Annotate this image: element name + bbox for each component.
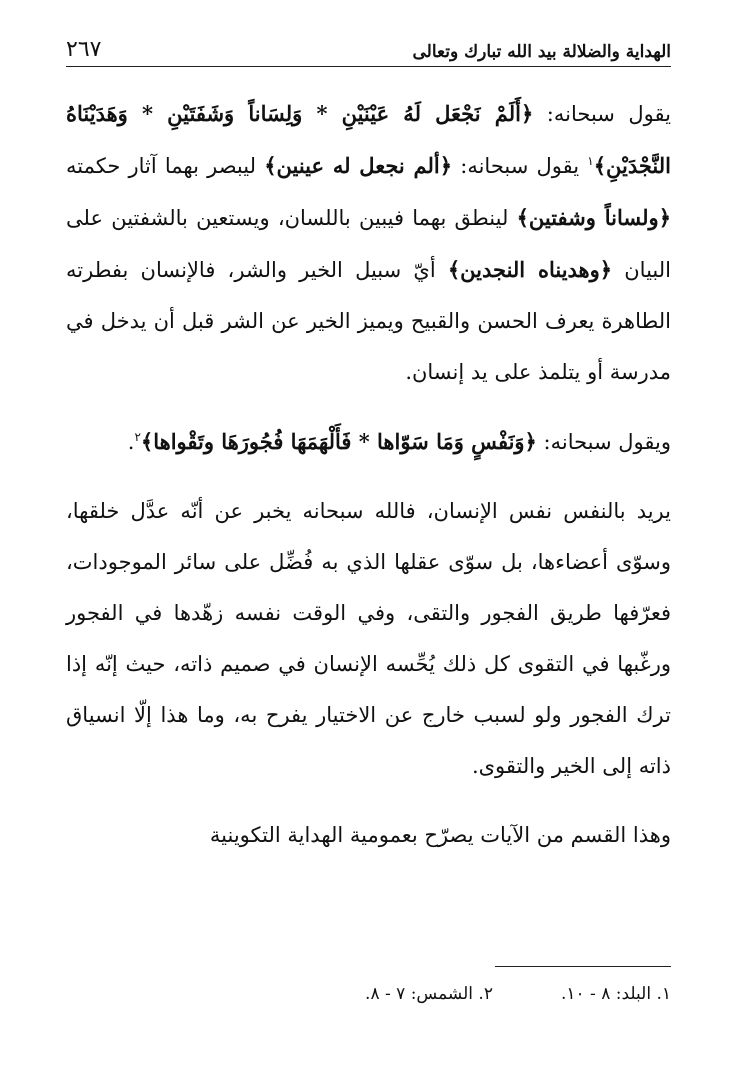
- paragraph-text: أيّ سبيل الخير والشر، فالإنسان بفطرته الطاهرة يعرف الحسن والقبيح ويميز الخير عن الشر قبل أن يدخل في مدرسة أو يتلمذ على يد إنسان.: [66, 258, 671, 384]
- paragraph-text: لينطق بهما فيبين باللسان، ويستعين بالشفتين على البيان: [66, 206, 671, 282]
- footnote-reference: ١: [587, 154, 594, 168]
- paragraph-text: .: [127, 430, 135, 454]
- paragraph-text: ويقول سبحانه:: [536, 430, 671, 454]
- page-header: [66, 22, 671, 67]
- footnote-divider: [495, 966, 671, 967]
- page-body: [66, 88, 671, 861]
- quran-quote: ﴿ولساناً وشفتين﴾: [516, 205, 672, 230]
- footnote-1: ١. البلد: ٨ - ١٠.: [560, 984, 671, 1004]
- paragraph-text: ليبصر بهما آثار حكمته: [66, 154, 265, 178]
- paragraph-3: يريد بالنفس نفس الإنسان، فالله سبحانه يخبر عن أنّه عدَّل خلقها، وسوّى أعضاءها، بل سوّى عقلها الذي به فُضِّل على سائر الموجودات، فعرّفها طريق الفجور والتقى، وفي الوقت نفسه زهّدها في الفجور ورغّبها في التقوى كل ذلك يُحِّسه الإنسان في صميم ذاته، حيث إنّه إذا ترك الفجور ولو لسبب خارج عن الاختيار يفرح به، وما هذا إلّا انسياق ذاته إلى الخير والتقوى.: [66, 499, 671, 778]
- running-title: الهداية والضلالة بيد الله تبارك وتعالى: [412, 42, 671, 62]
- paragraph-text: يقول سبحانه:: [533, 102, 671, 126]
- quran-quote: ﴿وهديناه النجدين﴾: [447, 257, 613, 282]
- paragraph-4: وهذا القسم من الآيات يصرّح بعمومية الهداية التكوينية: [209, 823, 671, 847]
- footnote-2: ٢. الشمس: ٧ - ٨.: [365, 984, 493, 1004]
- quran-quote: ﴿وَنَفْسٍ وَمَا سَوّاها * فَأَلْهَمَهَا فُجُورَهَا وتَقْواها﴾: [140, 429, 537, 454]
- footnote-reference: ٢: [134, 430, 141, 444]
- paragraph-2: [66, 416, 671, 468]
- paragraph-text: يقول سبحانه:: [452, 154, 588, 178]
- quran-quote: ﴿أَلَمْ نَجْعَل لَهُ عَيْنَيْنِ * وَلِسَاناً وَشَفَتَيْنِ * وَهَدَيْنَاهُ النَّجْدَيْنِ﴾: [66, 101, 672, 178]
- paragraph-1: [66, 88, 671, 398]
- page-number: ٢٦٧: [66, 37, 102, 62]
- quran-quote: ﴿ألم نجعل له عينين﴾: [264, 153, 453, 178]
- footnotes: [66, 984, 671, 1004]
